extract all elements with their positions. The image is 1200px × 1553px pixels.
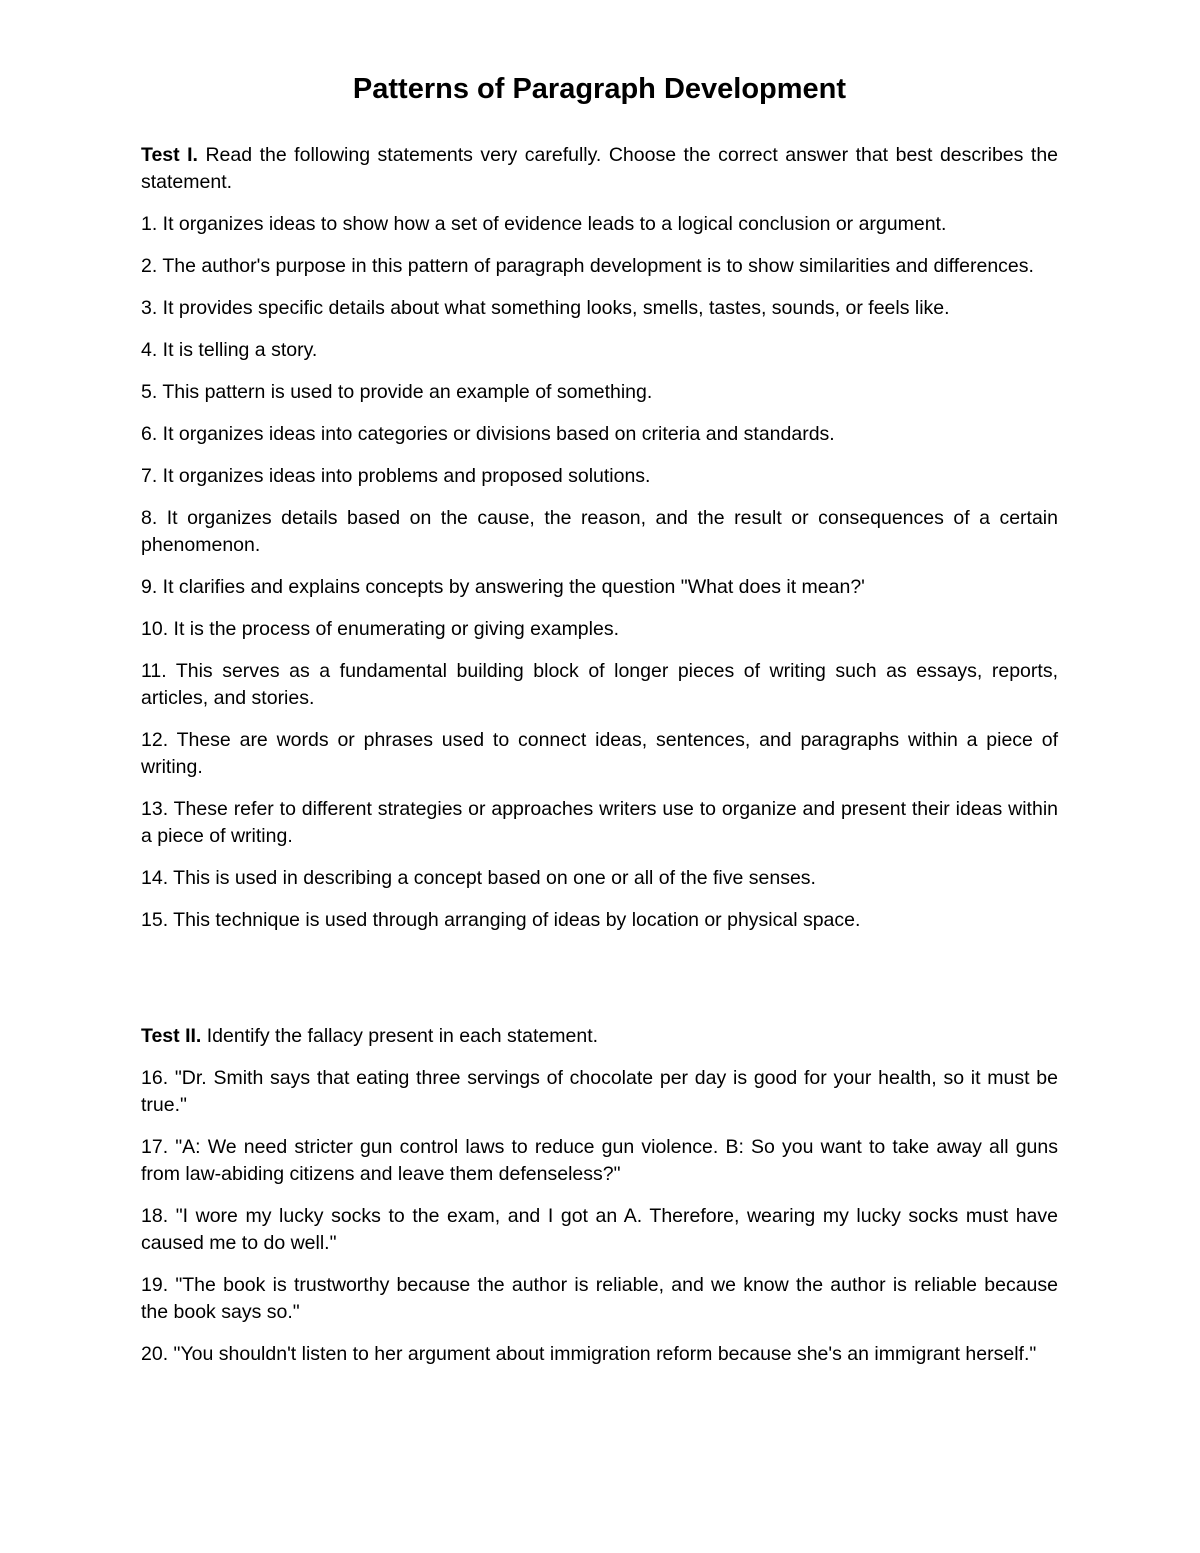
question-8: 8. It organizes details based on the cause, the reason, and the result or consequences of a certain phenomenon. [141, 507, 1058, 556]
question-11: 11. This serves as a fundamental building block of longer pieces of writing such as essays, reports, articles, and stories. [141, 660, 1058, 709]
question-9: 9. It clarifies and explains concepts by answering the question "What does it mean?' [141, 576, 865, 598]
question-16: 16. "Dr. Smith says that eating three servings of chocolate per day is good for your health, so it must be true." [141, 1067, 1058, 1116]
question-12: 12. These are words or phrases used to connect ideas, sentences, and paragraphs within a piece of writing. [141, 729, 1058, 778]
question-13: 13. These refer to different strategies or approaches writers use to organize and present their ideas within a piece of writing. [141, 798, 1058, 847]
question-19: 19. "The book is trustworthy because the author is reliable, and we know the author is reliable because the book says so." [141, 1274, 1058, 1323]
question-7: 7. It organizes ideas into problems and proposed solutions. [141, 465, 651, 487]
page-title: Patterns of Paragraph Development [352, 73, 847, 105]
question-5: 5. This pattern is used to provide an example of something. [141, 381, 653, 403]
test-1-section [141, 142, 1058, 934]
question-6: 6. It organizes ideas into categories or divisions based on criteria and standards. [141, 423, 835, 445]
question-10: 10. It is the process of enumerating or giving examples. [141, 618, 619, 640]
test-2-instruction [141, 1023, 1058, 1050]
question-4: 4. It is telling a story. [141, 339, 318, 361]
test-1-instruction [141, 142, 1058, 196]
test-2-label: Test II. [141, 1025, 202, 1047]
question-2: 2. The author's purpose in this pattern of paragraph development is to show similarities and differences. [141, 255, 1034, 277]
test-1-label: Test I. [141, 144, 198, 166]
question-20: 20. "You shouldn't listen to her argument about immigration reform because she's an immigrant herself." [141, 1343, 1037, 1365]
question-17: 17. "A: We need stricter gun control laws to reduce gun violence. B: So you want to take away all guns from law-abiding citizens and leave them defenseless?" [141, 1136, 1058, 1185]
question-1: 1. It organizes ideas to show how a set of evidence leads to a logical conclusion or argument. [141, 213, 947, 235]
test-2-section [141, 1023, 1058, 1383]
question-15: 15. This technique is used through arranging of ideas by location or physical space. [141, 909, 861, 931]
question-14: 14. This is used in describing a concept based on one or all of the five senses. [141, 867, 816, 889]
question-18: 18. "I wore my lucky socks to the exam, and I got an A. Therefore, wearing my lucky socks must have caused me to do well." [141, 1205, 1058, 1254]
test-1-instruction-text: Read the following statements very carefully. Choose the correct answer that best describes the statement. [141, 144, 1059, 193]
test-2-instruction-text: Identify the fallacy present in each statement. [201, 1025, 599, 1047]
question-3: 3. It provides specific details about what something looks, smells, tastes, sounds, or feels like. [141, 297, 950, 319]
